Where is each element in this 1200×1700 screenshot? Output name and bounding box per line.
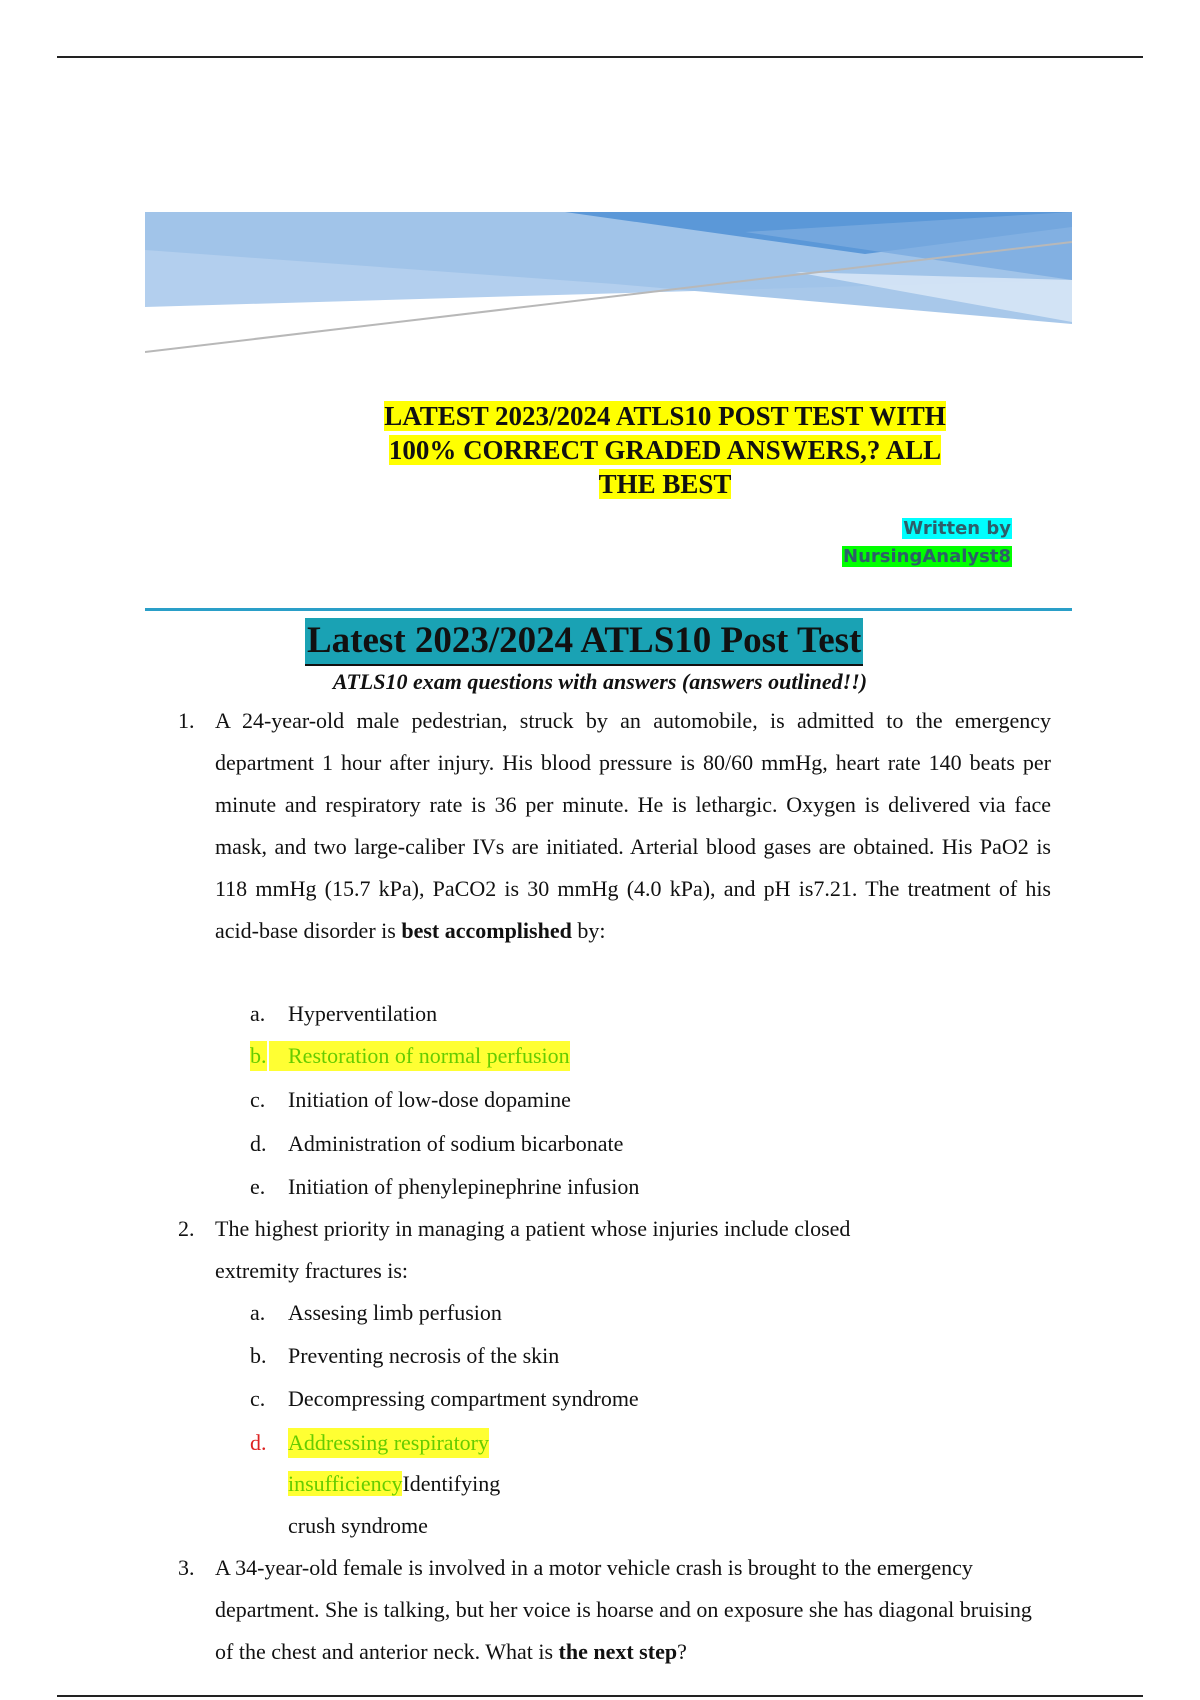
author-credit <box>842 515 1012 571</box>
cover-title-line-1: LATEST 2023/2024 ATLS10 POST TEST WITH <box>384 401 946 431</box>
option-letter: c. <box>250 1386 266 1411</box>
option-text-highlight-2: insufficiency <box>288 1471 403 1496</box>
option-text: Assesing limb perfusion <box>288 1300 502 1325</box>
question-stem: A 34-year-old female is involved in a motor vehicle crash is brought to the emergency department. She is talking, but her voice is hoarse and on exposure she has diagonal bruising of the chest and anterior neck. What is <box>215 1555 1032 1664</box>
page-top-rule <box>57 56 1143 58</box>
option-letter: e. <box>250 1174 266 1199</box>
option-text-line-2 <box>288 1469 500 1499</box>
option-text-highlight-1: Addressing respiratory <box>288 1428 489 1458</box>
option-text: Restoration of normal perfusion <box>288 1041 570 1071</box>
question-emphasis: best accomplished <box>401 918 572 943</box>
option-text-rest: Identifying <box>402 1471 501 1496</box>
option-letter: d. <box>250 1131 267 1156</box>
option-text: Administration of sodium bicarbonate <box>288 1131 624 1156</box>
option-text: Preventing necrosis of the skin <box>288 1343 560 1368</box>
question-text <box>215 1547 1051 1673</box>
question-text <box>215 700 1051 952</box>
page-bottom-rule <box>57 1695 1143 1697</box>
cover-title-line-3: THE BEST <box>598 469 732 499</box>
author-name: NursingAnalyst8 <box>843 546 1011 567</box>
header-banner-graphic <box>145 212 1072 357</box>
option-text-line-3: crush syndrome <box>288 1513 428 1538</box>
cover-title <box>330 399 1000 501</box>
option-text: Decompressing compartment syndrome <box>288 1386 639 1411</box>
document-subtitle: ATLS10 exam questions with answers (answers outlined!!) <box>332 669 868 694</box>
question-number: 1. <box>178 708 195 733</box>
section-divider <box>145 608 1072 611</box>
cover-title-line-2: 100% CORRECT GRADED ANSWERS,? ALL <box>388 435 942 465</box>
option-letter: d. <box>250 1430 267 1455</box>
question-text-line-1: The highest priority in managing a patient whose injuries include closed <box>215 1216 851 1241</box>
option-letter: a. <box>250 1300 266 1325</box>
question-end: ? <box>677 1639 687 1664</box>
option-letter: b. <box>250 1343 267 1368</box>
option-text: Hyperventilation <box>288 1001 438 1026</box>
option-letter: a. <box>250 1001 266 1026</box>
question-number: 2. <box>178 1216 195 1241</box>
option-text: Initiation of phenylepinephrine infusion <box>288 1174 640 1199</box>
question-number: 3. <box>178 1555 195 1580</box>
question-stem: A 24-year-old male pedestrian, struck by an automobile, is admitted to the emergency department 1 hour after injury. His blood pressure is 80/60 mmHg, heart rate 140 beats per minute and respiratory rate is 36 per minute. He is lethargic. Oxygen is delivered via face mask, and two large-caliber IVs are initiated. Arterial blood gases are obtained. His PaO2 is 118 mmHg (15.7 kPa), PaCO2 is 30 mmHg (4.0 kPa), and pH is7.21. The treatment of his acid-base disorder is <box>215 708 1051 943</box>
option-letter: b. <box>250 1041 267 1071</box>
question-end: by: <box>577 918 606 943</box>
option-text: Initiation of low-dose dopamine <box>288 1087 571 1112</box>
document-title: Latest 2023/2024 ATLS10 Post Test <box>305 618 863 666</box>
author-label: Written by <box>903 518 1011 539</box>
question-emphasis: the next step <box>558 1639 678 1664</box>
question-text-line-2: extremity fractures is: <box>215 1258 409 1283</box>
option-letter: c. <box>250 1087 266 1112</box>
